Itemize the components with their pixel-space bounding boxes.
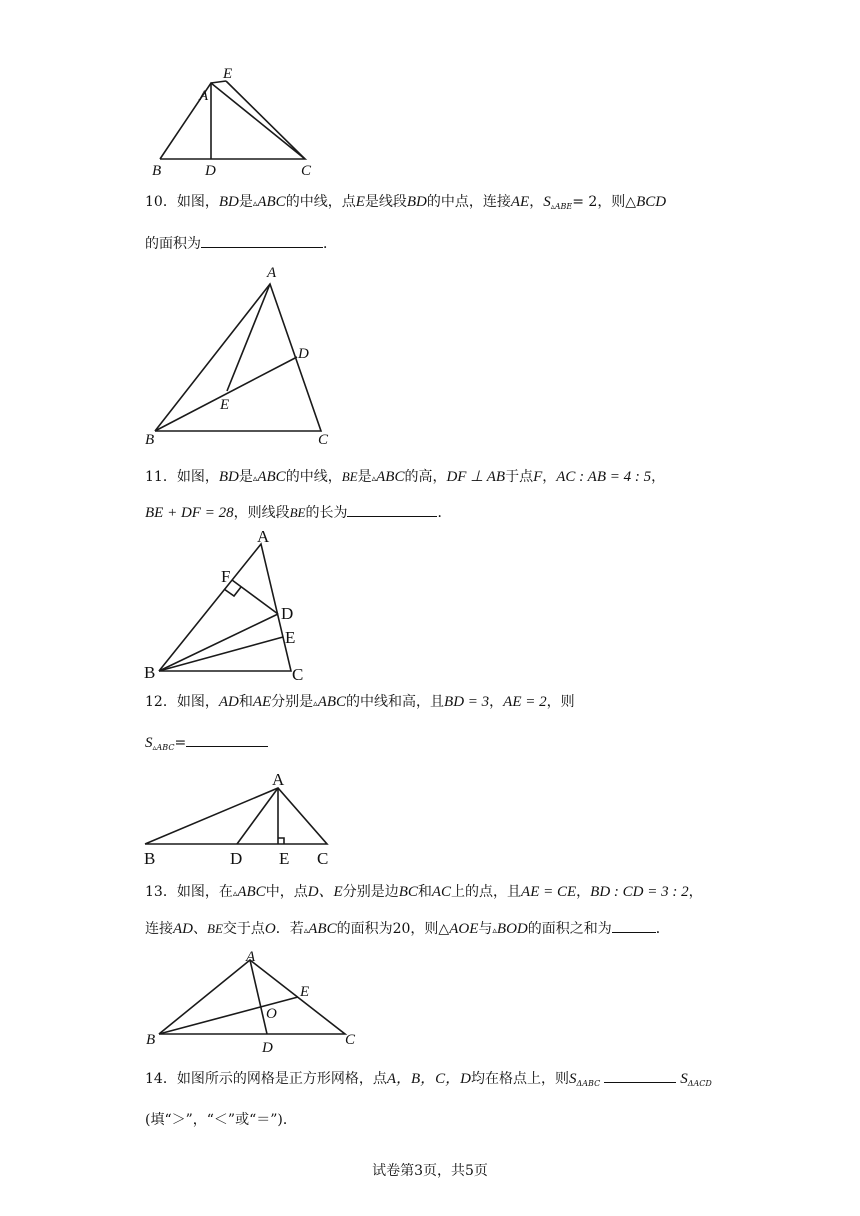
label-E: E: [220, 397, 230, 413]
label-C: C: [301, 163, 312, 179]
figure-q11: [140, 527, 320, 687]
answer-blank-11[interactable]: [347, 502, 437, 517]
question-14-line2: (填“＞”，“＜”或“＝”)．: [145, 1112, 297, 1128]
label-A: A: [199, 88, 209, 104]
figure-q13: [140, 944, 370, 1059]
label-D: D: [205, 163, 216, 179]
label-A: A: [246, 949, 256, 965]
answer-blank-13[interactable]: [612, 918, 656, 933]
question-10: 10．如图，BD是▵ABC的中线，点E是线段BD的中点，连接AE，$S_{▵ABE}= 2$，则△BCD: [145, 194, 667, 211]
label-B: B: [144, 849, 156, 868]
label-C: C: [345, 1032, 356, 1048]
answer-blank-10[interactable]: [201, 233, 323, 248]
label-C: C: [292, 665, 304, 684]
answer-blank-12[interactable]: [186, 732, 268, 747]
label-F: F: [221, 567, 231, 586]
label-C: C: [318, 432, 329, 448]
label-E: E: [279, 849, 290, 868]
label-B: B: [145, 432, 155, 448]
question-11-line2: BE + DF = 28，则线段BE的长为 ．: [145, 502, 451, 523]
page-footer: 试卷第3页，共5页: [372, 1163, 488, 1179]
question-11: 11．如图，BD是▵ABC的中线，BE是▵ABC的高，DF ⊥ AB于点F，AC : AB = 4 : 5，: [145, 469, 666, 485]
label-D: D: [281, 604, 294, 623]
label-D: D: [230, 849, 243, 868]
figure-q10: [140, 262, 350, 452]
label-A: A: [257, 527, 270, 546]
figure-q12: [140, 768, 340, 868]
label-A: A: [267, 265, 277, 281]
label-O: O: [266, 1006, 277, 1022]
figure-q9: [140, 62, 330, 182]
label-C: C: [317, 849, 329, 868]
label-B: B: [146, 1032, 156, 1048]
question-10-line2: 的面积为 ．: [145, 233, 337, 254]
label-E: E: [285, 628, 296, 647]
label-E: E: [300, 984, 310, 1000]
label-D: D: [298, 346, 309, 362]
label-B: B: [144, 663, 156, 682]
label-D: D: [262, 1040, 273, 1056]
label-A: A: [272, 770, 285, 789]
question-12-line2: $S_{▵ABC}=$: [145, 732, 268, 758]
question-13-line2: 连接AD、BE交于点O．若▵ABC的面积为20，则△AOE与▵BOD的面积之和为 ．: [145, 918, 670, 941]
question-13: 13．如图，在▵ABC中，点D、E分别是边BC和AC上的点，且AE = CE，BD : CD = 3 : 2，: [145, 884, 703, 900]
answer-blank-14[interactable]: [604, 1068, 676, 1083]
question-12: 12．如图，AD和AE分别是▵ABC的中线和高，且BD = 3，AE = 2，则: [145, 694, 575, 710]
label-E: E: [223, 66, 233, 82]
label-B: B: [152, 163, 162, 179]
question-14: 14．如图所示的网格是正方形网格，点A，B，C，D均在格点上，则$S_{\Delta ABC}$ $S_{\Delta ACD}$: [145, 1068, 712, 1094]
